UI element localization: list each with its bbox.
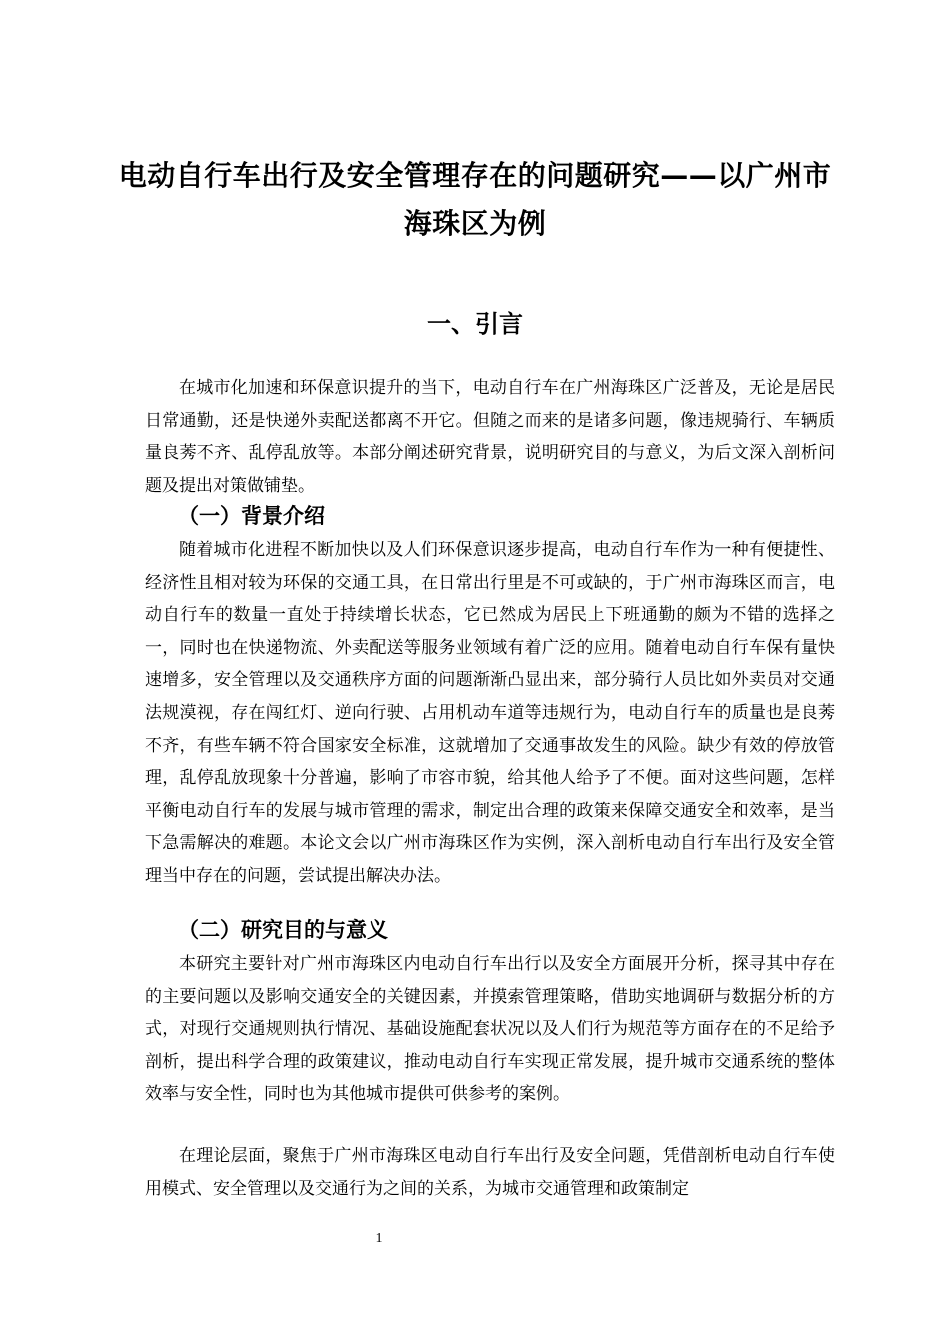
document-title: 电动自行车出行及安全管理存在的问题研究——以广州市海珠区为例 <box>118 159 832 240</box>
page-number: 1 <box>375 1231 383 1246</box>
subsection-heading-purpose: （二）研究目的与意义 <box>178 918 388 942</box>
theory-paragraph: 在理论层面，聚焦于广州市海珠区电动自行车出行及安全问题，凭借剖析电动自行车使用模式、安全管理以及交通行为之间的关系，为城市交通管理和政策制定 <box>145 1146 835 1199</box>
purpose-paragraph: 本研究主要针对广州市海珠区内电动自行车出行以及安全方面展开分析，探寻其中存在的主要问题以及影响交通安全的关键因素，并摸索管理策略，借助实地调研与数据分析的方式，对现行交通规则执行情况、基础设施配套状况以及人们行为规范等方面存在的不足给予剖析，提出科学合理的政策建议，推动电动自行车实现正常发展，提升城市交通系统的整体效率与安全性，同时也为其他城市提供可供参考的案例。 <box>145 954 835 1105</box>
subsection-heading-background: （一）背景介绍 <box>178 504 325 528</box>
background-paragraph: 随着城市化进程不断加快以及人们环保意识逐步提高，电动自行车作为一种有便捷性、经济性且相对较为环保的交通工具，在日常出行里是不可或缺的，于广州市海珠区而言，电动自行车的数量一直处于持续增长状态，它已然成为居民上下班通勤的颇为不错的选择之一，同时也在快递物流、外卖配送等服务业领域有着广泛的应用。随着电动自行车保有量快速增多，安全管理以及交通秩序方面的问题渐渐凸显出来，部分骑行人员比如外卖员对交通法规漠视，存在闯红灯、逆向行驶、占用机动车道等违规行为，电动自行车的质量也是良莠不齐，有些车辆不符合国家安全标准，这就增加了交通事故发生的风险。缺少有效的停放管理，乱停乱放现象十分普遍，影响了市容市貌，给其他人给予了不便。面对这些问题，怎样平衡电动自行车的发展与城市管理的需求，制定出合理的政策来保障交通安全和效率，是当下急需解决的难题。本论文会以广州市海珠区作为实例，深入剖析电动自行车出行及安全管理当中存在的问题，尝试提出解决办法。 <box>145 540 835 886</box>
intro-paragraph: 在城市化加速和环保意识提升的当下，电动自行车在广州海珠区广泛普及，无论是居民日常通勤，还是快递外卖配送都离不开它。但随之而来的是诸多问题，像违规骑行、车辆质量良莠不齐、乱停乱放等。本部分阐述研究背景，说明研究目的与意义，为后文深入剖析问题及提出对策做铺垫。 <box>145 378 835 496</box>
section-heading-introduction: 一、引言 <box>427 310 523 338</box>
